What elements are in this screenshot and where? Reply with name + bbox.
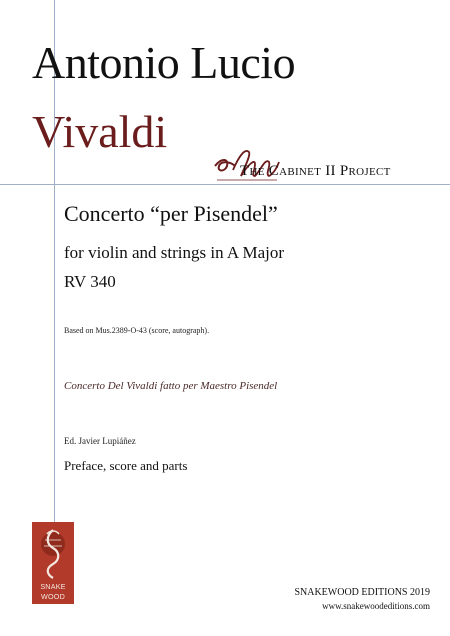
composer-first-name: Antonio Lucio xyxy=(32,37,296,88)
edition-contents: Preface, score and parts xyxy=(64,458,188,473)
publisher-website-link[interactable]: www.snakewoodeditions.com xyxy=(322,601,430,611)
dedication-motto: Concerto Del Vivaldi fatto per Maestro Pisendel xyxy=(64,380,278,392)
svg-text:SNAKE: SNAKE xyxy=(40,582,66,591)
composer-last-name: Vivaldi xyxy=(32,106,168,157)
work-subtitle: for violin and strings in A Major xyxy=(64,243,285,262)
snakewood-logo-icon xyxy=(32,522,74,604)
svg-text:WOOD: WOOD xyxy=(41,592,65,601)
source-note: Based on Mus.2389-O-43 (score, autograph). xyxy=(64,326,210,335)
catalog-number: RV 340 xyxy=(64,272,116,291)
editor-credit: Ed. Javier Lupiáñez xyxy=(64,436,136,446)
project-label: The Cabinet II Project xyxy=(240,163,391,179)
work-title: Concerto “per Pisendel” xyxy=(64,201,278,226)
publisher-imprint: SNAKEWOOD EDITIONS 2019 xyxy=(294,587,430,598)
vertical-guide-line xyxy=(54,0,55,603)
